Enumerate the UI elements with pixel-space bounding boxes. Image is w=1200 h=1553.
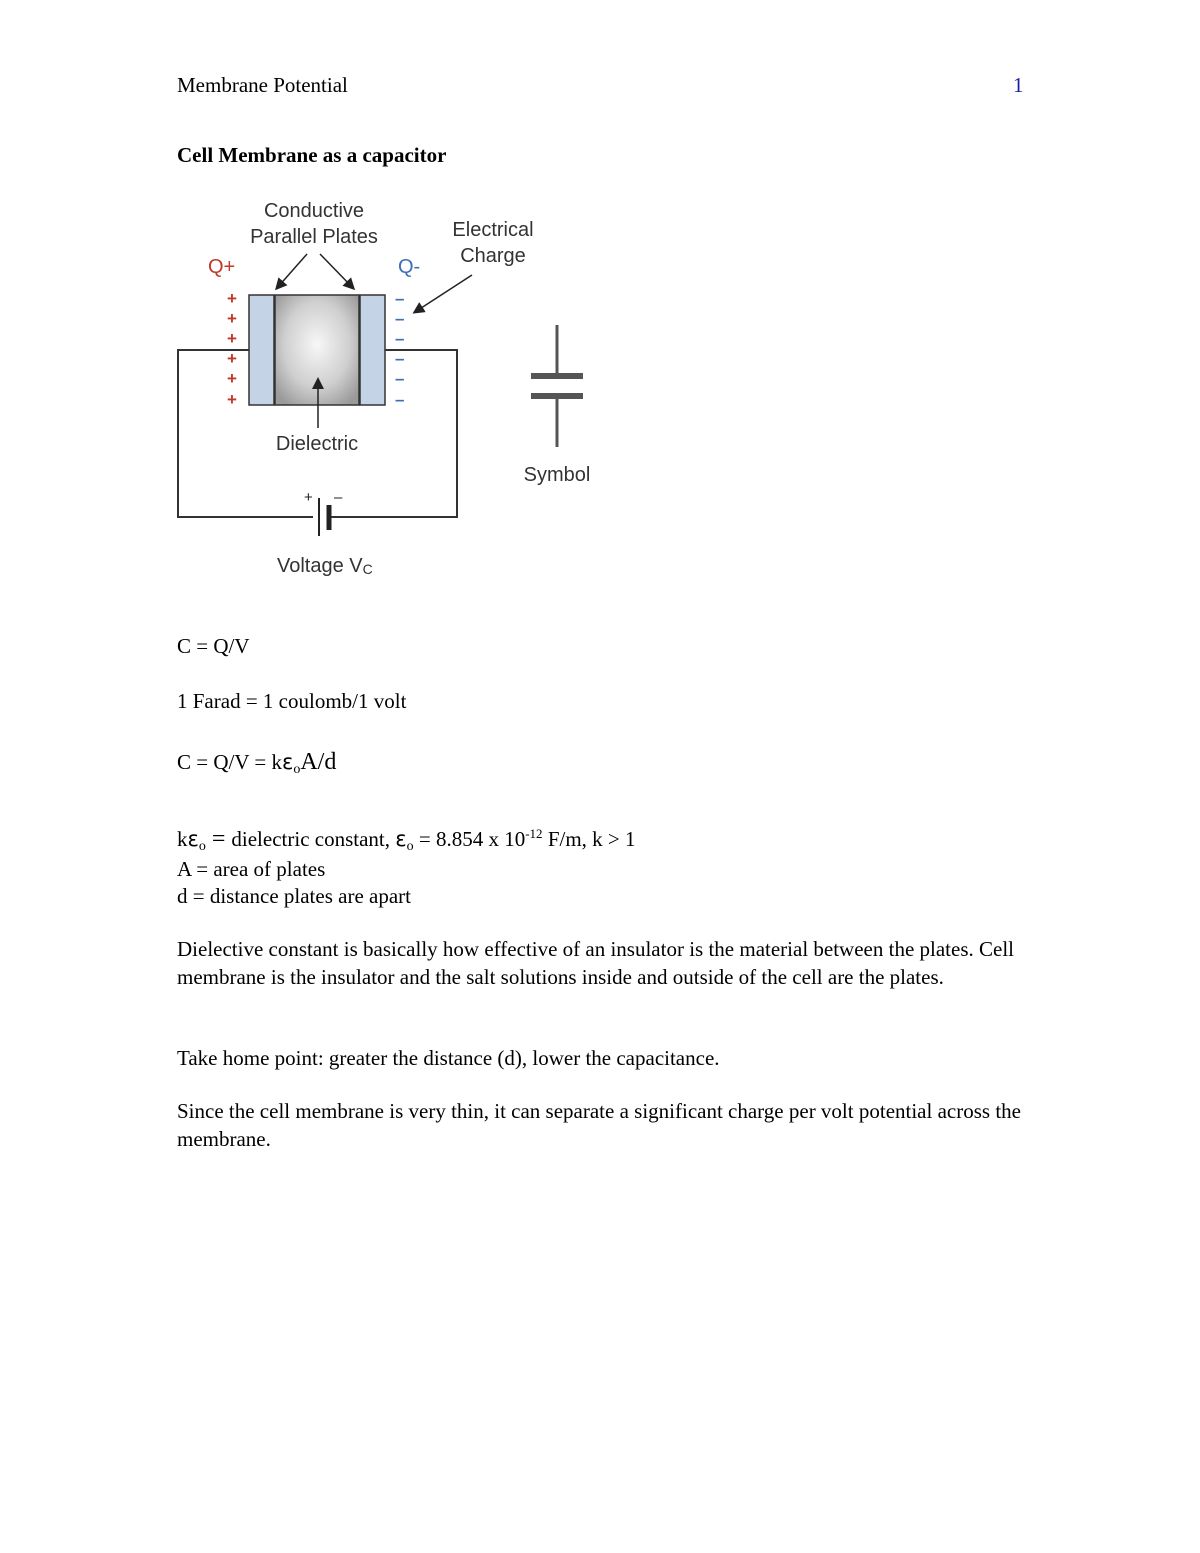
dielectric-block <box>275 295 359 405</box>
negative-charges <box>395 289 404 409</box>
battery-minus-sign: – <box>334 489 343 506</box>
equation-capacitance-full: $C = Q/V = k\varepsilon_oA/d$ <box>177 749 337 777</box>
arrow-to-right-plate <box>320 254 353 288</box>
right-plate <box>360 295 385 405</box>
plus-charge: + <box>227 309 237 328</box>
battery-plus-sign: + <box>304 489 313 506</box>
conductive-label-line2: Parallel Plates <box>250 226 378 248</box>
capacitor-diagram <box>170 190 610 590</box>
definition-distance: d = distance plates are apart <box>177 884 411 908</box>
dielectric-label: Dielectric <box>275 433 359 455</box>
symbol-label: Symbol <box>523 464 591 486</box>
plus-charge: + <box>227 369 237 388</box>
paragraph-dielective: Dielective constant is basically how effective of an insulator is the material between the plates. Cell membrane is the insulator and the salt solutions inside and outside of the cell are the plates. <box>177 937 1014 989</box>
minus-charge: – <box>395 309 405 328</box>
page-number: 1 <box>1013 73 1024 97</box>
plus-charge: + <box>227 289 237 308</box>
q-plus-label: Q+ <box>208 256 236 278</box>
paragraph-take-home: Take home point: greater the distance (d), lower the capacitance. <box>177 1046 720 1070</box>
conductive-label-line1: Conductive <box>263 200 365 222</box>
voltage-subscript: C <box>362 561 373 577</box>
equation-farad: 1 Farad = 1 coulomb/1 volt <box>177 689 407 713</box>
running-header-title: Membrane Potential <box>177 73 348 97</box>
electrical-charge-line1: Electrical <box>452 219 534 241</box>
section-title: Cell Membrane as a capacitor <box>177 143 447 167</box>
positive-charges <box>227 289 237 409</box>
minus-charge: – <box>395 289 405 308</box>
minus-charge: – <box>395 349 405 368</box>
definition-dielectric-constant: $k\varepsilon_o$ = dielectric constant, $\varepsilon_o = 8.854$ x $10^{-12}$ F/m, k > 1 <box>177 826 636 854</box>
equation-capacitance: C = Q/V <box>177 634 250 658</box>
plus-charge: + <box>227 349 237 368</box>
plus-charge: + <box>227 390 237 409</box>
minus-charge: – <box>395 369 405 388</box>
voltage-label: Voltage VC <box>277 555 373 577</box>
capacitor-symbol-icon <box>531 325 583 447</box>
definition-area: A = area of plates <box>177 857 326 881</box>
arrow-to-left-plate <box>277 254 307 288</box>
minus-charge: – <box>395 329 405 348</box>
arrow-to-charges <box>415 275 472 312</box>
electrical-charge-line2: Charge <box>460 245 526 267</box>
plus-charge: + <box>227 329 237 348</box>
paragraph-thin-membrane: Since the cell membrane is very thin, it can separate a significant charge per volt potential across the membrane. <box>177 1099 1021 1151</box>
q-minus-label: Q- <box>398 256 421 278</box>
minus-charge: – <box>395 390 405 409</box>
left-plate <box>249 295 274 405</box>
